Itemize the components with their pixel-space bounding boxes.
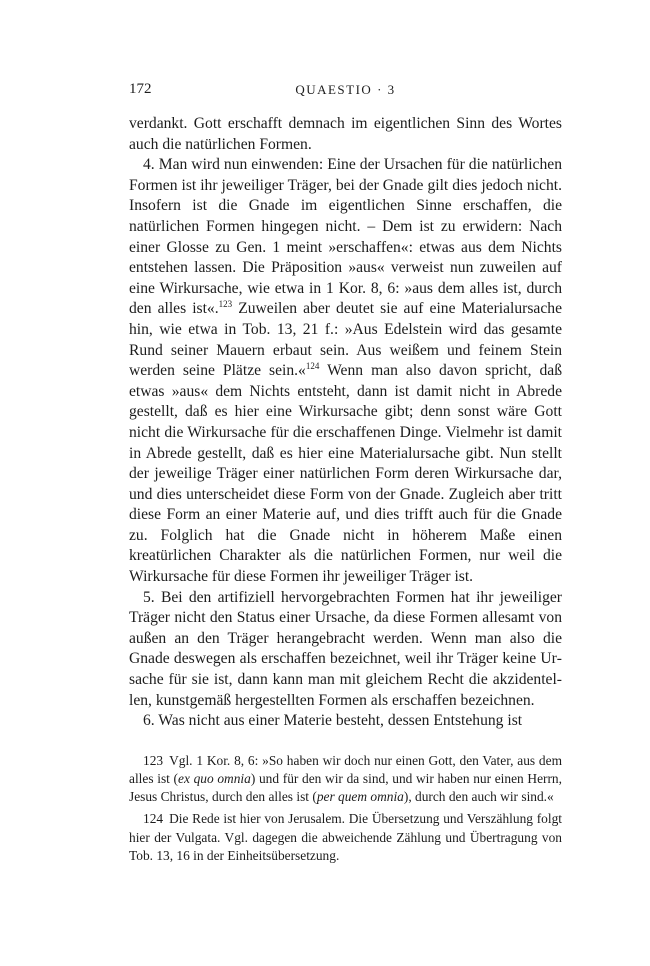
- paragraph-4-text-c: Wenn man also davon spricht, daß etwas »aus« dem Nichts entsteht, dann ist damit nicht in Abrede gestellt, daß es hier eine Wirkursache gibt; denn sonst wäre Gott nicht die Wirkursache für die erschaffenen Dinge. Vielmehr ist damit in Abrede gestellt, daß es hier eine Materialursache gibt. Nun stellt der jeweilige Träger einer natürlichen Form deren Wirkursache dar, und dies unterscheidet diese Form von der Gnade. Zugleich aber tritt diese Form an einer Materie auf, und dies trifft auch für die Gnade zu. Folglich hat die Gnade nicht in höherem Maße einen kreatürlichen Charakter als die natürlichen Formen, nur weil die Wirkursache für diese Formen ihr jeweiliger Träger ist.: [129, 362, 562, 586]
- book-page: [129, 80, 562, 869]
- paragraph-4-text-a: 4. Man wird nun einwenden: Eine der Ursachen für die natürlichen Formen ist ihr jeweiliger Träger, bei der Gnade gilt dies jedoch nicht. Insofern ist die Gnade im eigentlichen Sinne erschaffen, die natürlichen Formen hingegen nicht. – Dem ist zu erwidern: Nach einer Glosse zu Gen. 1 meint »erschaffen«: etwas aus dem Nichts entstehen lassen. Die Präposition »aus« verweist nun zuweilen auf eine Wirkursache, wie etwa in 1 Kor. 8, 6: »aus dem alles ist, durch den alles ist«.: [129, 156, 562, 318]
- footnote-text: Vgl. 1 Kor. 8, 6: »So haben wir doch nur einen Gott, den Vater, aus dem alles ist (: [129, 752, 562, 787]
- footnotes: [129, 752, 562, 865]
- main-text: [129, 114, 562, 732]
- paragraph-5: 5. Bei den artifiziell hervorgebrachten Formen hat ihr jeweiliger Träger nicht den Status einer Ursache, da diese Formen allesamt von außen an den Träger herangebracht werden. Wenn man also die Gnade deswegen als erschaffen bezeichnet, weil ihr Träger keine Ursache für sie ist, dann kann man mit gleichem Recht die akzidentellen, kunstgemäß hergestellten Formen als erschaffen bezeichnen.: [129, 588, 562, 709]
- footnote-number: 123: [143, 752, 164, 768]
- paragraph-6: 6. Was nicht aus einer Materie besteht, dessen Entstehung ist: [143, 712, 523, 730]
- footnote-latin-phrase: per quem omnia: [316, 789, 404, 805]
- footnote-text: ), durch den auch wir sind.«: [403, 789, 554, 805]
- footnote-ref-123[interactable]: 123: [218, 299, 233, 310]
- footnote-ref-124[interactable]: 124: [305, 360, 320, 371]
- page-number: 172: [129, 81, 152, 97]
- running-header: [129, 80, 562, 102]
- footnote-text: Die Rede ist hier von Jerusalem. Die Übersetzung und Verszählung folgt hier der Vulgata. Vgl. dagegen die abweichende Zählung und Übertragung von Tob. 13, 16 in der Einheitsübersetzung.: [129, 811, 562, 863]
- footnote-text: ) und für den wir da sind, und wir haben nur einen Herrn, Jesus Christus, durch den alles ist (: [129, 771, 562, 805]
- paragraph-continuation: verdankt. Gott erschafft demnach im eigentlichen Sinn des Wortes auch die natürlichen Formen.: [129, 115, 562, 153]
- footnote-124: [129, 810, 562, 865]
- footnote-number: 124: [143, 811, 164, 827]
- paragraph-4: [129, 155, 562, 587]
- footnote-latin-phrase: ex quo omnia: [178, 771, 251, 787]
- paragraph-4-text-b: Zuweilen aber deutet sie auf eine Materialursache hin, wie etwa in Tob. 13, 21 f.: »Aus Edelstein wird das gesamte Rund seiner Mauern erbaut sein. Aus weißem und feinem Stein werden seine Plätze sein.«: [129, 300, 562, 380]
- running-title: QUAESTIO · 3: [295, 82, 396, 97]
- footnote-123: [129, 752, 562, 807]
